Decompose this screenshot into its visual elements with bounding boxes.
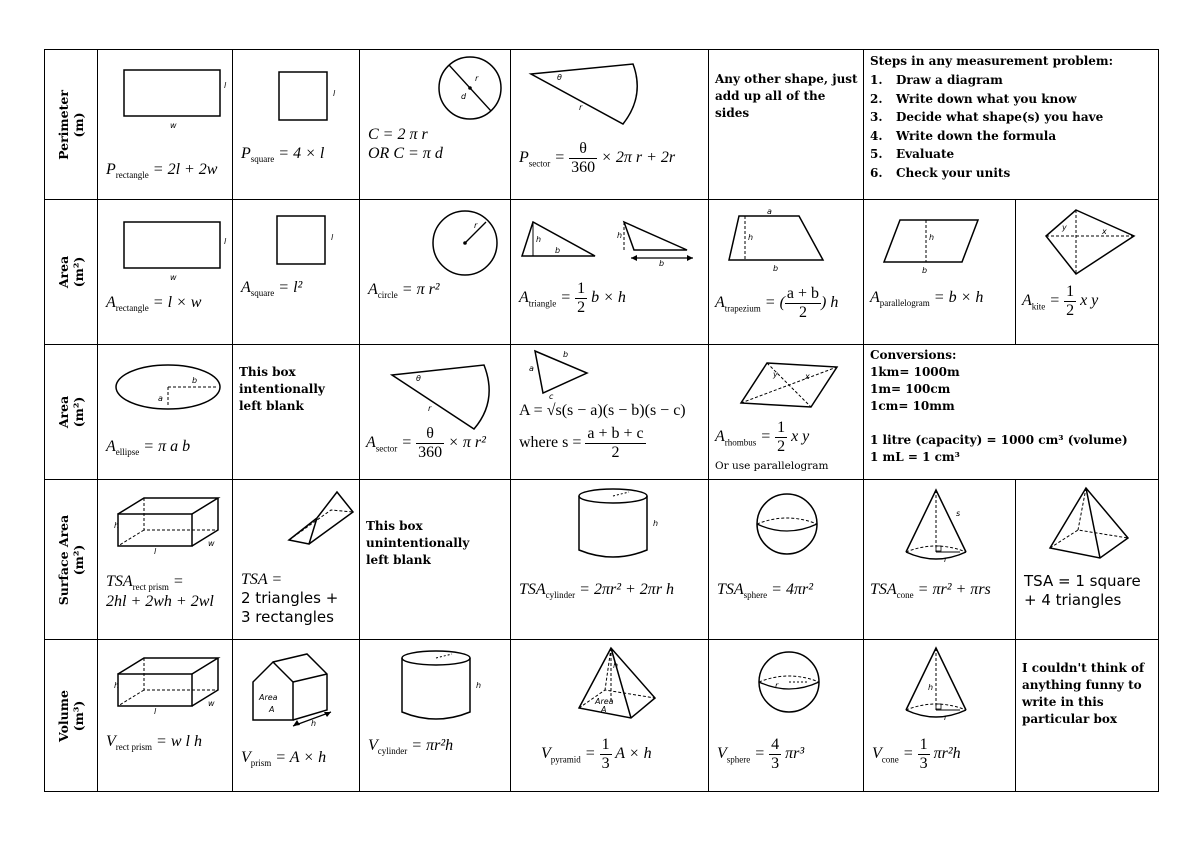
cylinder-diagram — [577, 486, 667, 562]
l-label: l — [224, 81, 227, 90]
l-label: l — [333, 89, 336, 98]
rectangle-diagram — [120, 220, 230, 282]
step-item: 2. Write down what you know — [870, 91, 1077, 106]
cylinder-diagram — [400, 648, 490, 724]
r-label: r — [775, 681, 779, 690]
ellipse-diagram — [108, 359, 228, 421]
perimeter-sector-cell — [511, 50, 709, 200]
h-label: h — [653, 519, 659, 528]
volume-rect-prism-cell — [98, 640, 233, 792]
blank-cell-1 — [233, 345, 360, 480]
a-label: A — [269, 705, 275, 714]
square-diagram — [275, 214, 345, 270]
other-shape-note: Any other shape, just add up all of the sides — [715, 72, 858, 120]
h-label: h — [617, 231, 623, 240]
a-label: a — [767, 207, 772, 216]
tsa-sphere-cell — [709, 480, 864, 640]
volume-cone-cell — [864, 640, 1016, 792]
surface-area-row — [45, 480, 1159, 640]
a-label: a — [158, 394, 163, 403]
intentional-blank-note: This box intentionally left blank — [239, 365, 325, 413]
tsa-pyramid-formula: TSA = 1 square + 4 triangles — [1024, 572, 1141, 609]
area-sector-cell — [360, 345, 511, 480]
tsa-cone-cell — [864, 480, 1016, 640]
step-item: 1. Draw a diagram — [870, 73, 1003, 87]
w-label: w — [208, 539, 215, 548]
a-label: A — [601, 705, 607, 714]
heron-formula: A = √s(s − a)(s − b)(s − c) — [519, 402, 686, 419]
area-kite-cell — [1016, 200, 1159, 345]
sphere-diagram — [753, 490, 823, 560]
h-label: h — [929, 233, 935, 242]
rhombus-note: Or use parallelogram — [715, 460, 829, 472]
area-ellipse-cell — [98, 345, 233, 480]
square-diagram — [277, 70, 347, 126]
step-item: 3. Decide what shape(s) you have — [870, 110, 1104, 124]
tsa-cylinder-formula: $TSA_{cylinder} = 2\pi r^2 + 2\pi r$ h — [519, 581, 675, 601]
area-label: Area — [595, 697, 614, 706]
r-label: r — [428, 404, 432, 413]
cone-diagram — [900, 644, 980, 728]
perimeter-row — [45, 50, 1159, 200]
formula-table — [44, 49, 1159, 792]
area-circle-formula: $A_{circle} = \pi$ r² — [368, 281, 440, 301]
rectangular-prism-diagram — [114, 494, 233, 554]
square-pyramid-diagram — [1046, 484, 1136, 564]
step-item: 6. Check your units — [870, 165, 1011, 180]
d-label: d — [461, 92, 467, 101]
tsa-triangular-prism-formula: TSA = 2 triangles + 3 rectangles — [241, 571, 339, 626]
area-parallelogram-formula: $A_{parallelogram} = b \times h$ — [870, 289, 984, 309]
scalene-triangle-diagram — [521, 347, 601, 401]
row-unit: (m) — [71, 111, 86, 138]
area-row-header — [45, 200, 98, 345]
row-unit: (m²) — [71, 256, 86, 288]
blank-cell-2 — [360, 480, 511, 640]
volume-row — [45, 640, 1159, 792]
kite-diagram — [1042, 208, 1142, 278]
l-label: l — [224, 237, 227, 246]
conversions-cell — [864, 345, 1159, 480]
theta-label: θ — [557, 73, 562, 82]
perimeter-square-cell — [233, 50, 360, 200]
volume-sphere-cell — [709, 640, 864, 792]
s-label: s — [956, 509, 961, 518]
c-label: c — [549, 392, 554, 401]
volume-sphere-formula: $V_{sphere}$ = $\frac{4}{3}$ πr³ — [717, 736, 805, 772]
area-trapezium-formula: $A_{trapezium}$ = ( $\frac{a + b}{2}$ ) h — [715, 285, 839, 321]
surface-area-row-header — [45, 480, 98, 640]
volume-row-header — [45, 640, 98, 792]
x-label: x — [1102, 227, 1107, 236]
l-label: l — [331, 233, 334, 242]
area-rhombus-cell — [709, 345, 864, 480]
volume-prism-cell — [233, 640, 360, 792]
row-title: Surface Area — [56, 514, 71, 605]
area-rectangle-formula: $A_{rectangle} = l \times w$ — [106, 294, 202, 314]
step-item: 5. Evaluate — [870, 147, 955, 161]
conversions-list: Conversions: 1km= 1000m 1m= 100cm 1cm= 10mm 1 litre (capacity) = 1000 cm³ (volume) 1 mL = 1 cm³ — [870, 348, 1128, 464]
heron-s-definition: where s = $\frac{a + b + c}{2}$ — [519, 425, 644, 461]
unintentional-blank-note: This box unintentionally left blank — [366, 519, 470, 567]
b-label: b — [922, 266, 928, 275]
volume-cylinder-cell — [360, 640, 511, 792]
area-triangle-formula: $A_{triangle}$ = $\frac{1}{2}$ b × h — [519, 280, 626, 316]
h-label: h — [928, 683, 934, 692]
y-label: y — [773, 370, 778, 379]
funny-note-cell — [1016, 640, 1159, 792]
sector-diagram — [388, 361, 508, 431]
tsa-sphere-formula: $TSA_{sphere} = 4\pi r^2$ — [717, 581, 814, 601]
perimeter-rectangle-formula: $P_{rectangle} = 2l + 2w$ — [106, 161, 218, 181]
l-label: l — [154, 707, 157, 716]
general-prism-diagram — [247, 650, 347, 734]
area-kite-formula: $A_{kite}$ = $\frac{1}{2}$ x y — [1022, 283, 1099, 319]
area-sector-formula: $A_{sector}$ = $\frac{\theta}{360}$ × π r² — [366, 425, 486, 461]
b-label: b — [192, 376, 198, 385]
area-square-formula: $A_{square} = l^2$ — [241, 279, 303, 299]
area-rhombus-formula: $A_{rhombus}$ = $\frac{1}{2}$ x y — [715, 419, 810, 455]
tsa-rect-prism-formula: $TSA_{rect prism}$ = — [106, 573, 184, 593]
cone-diagram — [900, 486, 980, 570]
volume-pyramid-cell — [511, 640, 709, 792]
step-item: 4. Write down the formula — [870, 128, 1057, 143]
conversions-title: Conversions: — [870, 348, 957, 362]
sector-diagram — [527, 60, 667, 130]
r-label: r — [475, 74, 479, 83]
h-label: h — [114, 681, 120, 690]
area-row-2 — [45, 345, 1159, 480]
area-trapezium-cell — [709, 200, 864, 345]
h-label: h — [613, 661, 619, 670]
tsa-cylinder-cell — [511, 480, 709, 640]
perimeter-sector-formula: $P_{sector}$ = $\frac{\theta}{360}$ × 2π r + 2r — [519, 140, 676, 176]
steps-cell — [864, 50, 1159, 200]
tsa-pyramid-cell — [1016, 480, 1159, 640]
area-row-1 — [45, 200, 1159, 345]
trapezium-diagram — [725, 207, 845, 273]
b-label: b — [773, 264, 779, 273]
y-label: y — [1062, 223, 1067, 232]
w-label: w — [170, 273, 177, 282]
funny-note: I couldn't think of anything funny to write in this particular box — [1022, 661, 1145, 726]
tsa-triangular-prism-cell — [233, 480, 360, 640]
row-unit: (m³) — [71, 700, 86, 731]
perimeter-row-header — [45, 50, 98, 200]
perimeter-square-formula: $P_{square} = 4 \times l$ — [241, 145, 325, 165]
rhombus-diagram — [737, 359, 847, 419]
row-title: Volume — [56, 689, 71, 742]
volume-cylinder-formula: $V_{cylinder} = \pi r^2h$ — [368, 737, 454, 757]
sphere-diagram — [755, 648, 825, 718]
h-label: h — [536, 235, 542, 244]
volume-pyramid-formula: $V_{pyramid}$ = $\frac{1}{3}$ A × h — [541, 736, 652, 772]
h-label: h — [748, 233, 754, 242]
steps-title: Steps in any measurement problem: — [870, 54, 1114, 68]
tsa-rect-prism-cell — [98, 480, 233, 640]
h-label: h — [476, 681, 482, 690]
perimeter-rectangle-cell — [98, 50, 233, 200]
volume-rect-prism-formula: $V_{rect prism} = w$ l h — [106, 733, 202, 753]
r-label: r — [944, 555, 948, 564]
area-triangle-cell — [511, 200, 709, 345]
w-label: w — [208, 699, 215, 708]
rectangle-diagram — [120, 68, 230, 130]
b-label: b — [563, 350, 569, 359]
area-row-header — [45, 345, 98, 480]
row-title: Perimeter — [56, 89, 71, 160]
r-label: r — [944, 713, 948, 722]
area-circle-cell — [360, 200, 511, 345]
b-label: b — [555, 246, 561, 255]
a-label: a — [529, 364, 534, 373]
h-label: h — [311, 719, 317, 728]
h-label: h — [114, 521, 120, 530]
circle-diameter-diagram — [435, 53, 505, 123]
area-label: Area — [259, 693, 278, 702]
volume-prism-formula: $V_{prism} = A \times h$ — [241, 749, 327, 769]
area-rectangle-cell — [98, 200, 233, 345]
perimeter-other-cell — [709, 50, 864, 200]
formula-sheet — [44, 49, 1158, 791]
l-label: l — [154, 547, 157, 556]
tsa-cone-formula: $TSA_{cone} = \pi r^2 + \pi rs$ — [870, 581, 991, 601]
volume-cone-formula: $V_{cone}$ = $\frac{1}{3}$ πr²h — [872, 736, 961, 772]
area-square-cell — [233, 200, 360, 345]
r-label: r — [579, 103, 583, 112]
rectangular-prism-diagram — [114, 654, 233, 714]
triangle-diagrams — [519, 218, 704, 268]
steps-list — [870, 71, 1103, 182]
tsa-rect-prism-formula-line2: 2hl + 2wh + 2wl — [106, 593, 214, 610]
row-title: Area — [56, 395, 71, 429]
area-ellipse-formula: $A_{ellipse} = \pi$ a b — [106, 438, 191, 458]
row-title: Area — [56, 255, 71, 289]
circle-radius-diagram — [430, 208, 500, 278]
theta-label: θ — [416, 374, 421, 383]
area-heron-cell — [511, 345, 709, 480]
triangular-prism-diagram — [285, 488, 360, 564]
perimeter-circle-cell — [360, 50, 511, 200]
r-label: r — [474, 221, 478, 230]
circumference-formula: C = 2 π r — [368, 126, 428, 143]
row-unit: (m²) — [71, 396, 86, 428]
square-pyramid-diagram — [573, 644, 663, 724]
w-label: w — [170, 121, 177, 130]
x-label: x — [805, 372, 810, 381]
area-parallelogram-cell — [864, 200, 1016, 345]
parallelogram-diagram — [882, 216, 992, 276]
b-label: b — [659, 259, 665, 268]
circumference-alt-formula: OR C = π d — [368, 145, 443, 162]
row-unit: (m²) — [71, 544, 86, 575]
